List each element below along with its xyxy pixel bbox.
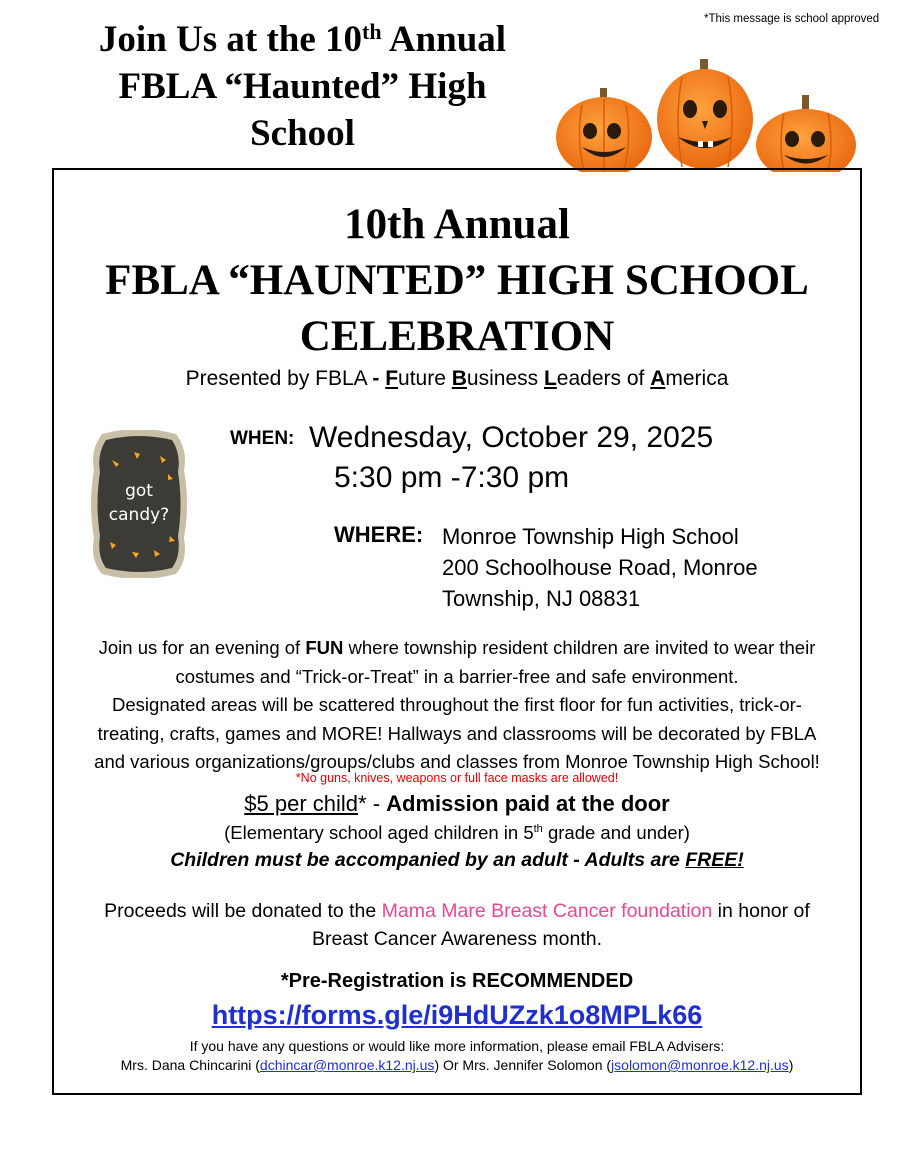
address-line2: 200 Schoolhouse Road, Monroe [442,555,758,580]
letter-f: F [385,367,399,390]
word-america: merica [665,367,729,390]
badge-line2: candy? [108,505,170,525]
address-line1: Monroe Township High School [442,524,739,549]
desc-line2: costumes and “Trick-or-Treat” in a barrier-free and safe environment. [175,665,739,687]
pumpkins-image [552,55,864,172]
email-chincarini-link[interactable]: dchincar@monroe.k12.nj.us [259,1057,435,1073]
email-solomon-link[interactable]: jsolomon@monroe.k12.nj.us [611,1057,789,1073]
header-line1-end: Annual [381,19,507,60]
adults-free: FREE! [685,849,744,871]
letter-b: B [451,367,467,390]
fun-emphasis: FUN [305,637,344,658]
adult-requirement: Children must be accompanied by an adult - Adults are FREE! [170,849,744,871]
event-description [52,634,862,777]
desc-line1: Join us for an evening of FUN where township resident children are invited to wear their [98,637,816,658]
letter-a: A [650,367,666,390]
header-line1: Join Us at the 10 [98,19,363,60]
badge-line1: got [125,481,153,501]
no-weapons-notice: *No guns, knives, weapons or full face masks are allowed! [295,771,619,785]
proceeds-note: Proceeds will be donated to the Mama Mare Breast Cancer foundation in honor of Breast Cancer Awareness month. [52,897,862,953]
registration-link-row [52,1000,862,1031]
main-title-line3: CELEBRATION [299,313,615,360]
contact-line2: Mrs. Dana Chincarini (dchincar@monroe.k12.nj.us) Or Mrs. Jennifer Solomon (jsolomon@monroe.k12.nj.us) [120,1057,794,1073]
word-business: usiness [466,367,544,390]
letter-l: L [543,367,557,390]
presented-by [52,367,862,391]
contact-line1: If you have any questions or would like more information, please email FBLA Advisers: [189,1038,725,1054]
pumpkin-middle-icon [657,59,753,169]
admission-note: Admission paid at the door [386,791,670,816]
where-address [442,521,758,614]
approved-note: *This message is school approved [704,13,880,25]
price-asterisk: * - [358,791,387,816]
main-title [52,197,862,365]
presented-dash: - [372,367,380,390]
when-label: WHEN: [230,428,295,449]
header-title [60,16,545,157]
address-line3: Township, NJ 08831 [442,586,641,611]
contact-info [52,1037,862,1075]
price-line [52,791,862,817]
preregistration-note: *Pre-Registration is RECOMMENDED [280,970,634,992]
pumpkin-right-icon [756,95,856,172]
main-title-line1: 10th Annual [344,201,570,248]
where-label: WHERE: [334,522,424,547]
registration-link[interactable]: https://forms.gle/i9HdUZzk1o8MPLk66 [211,1000,703,1030]
desc-line5: and various organizations/groups/clubs and classes from Monroe Township High School! [94,751,820,772]
pumpkin-left-icon [556,88,652,172]
word-future: uture [398,367,452,390]
word-leaders: eaders of [556,367,651,390]
grade-note: (Elementary school aged children in 5th grade and under) [224,822,690,843]
header-line2: FBLA “Haunted” High [118,66,487,107]
desc-line3: Designated areas will be scattered throughout the first floor for fun activities, trick-or- [112,694,802,715]
price-per-child: $5 per child [244,791,359,816]
proceeds-line2: Breast Cancer Awareness month. [311,928,603,950]
header-sup: th [362,19,382,44]
presented-prefix: Presented by FBLA [185,367,373,390]
when-time: 5:30 pm -7:30 pm [334,461,570,494]
desc-line4: treating, crafts, games and MORE! Hallways and classrooms will be decorated by FBLA [97,722,817,744]
got-candy-badge [90,430,188,578]
main-title-line2: FBLA “HAUNTED” HIGH SCHOOL [105,257,809,304]
foundation-name: Mama Mare Breast Cancer foundation [381,900,713,922]
when-date: Wednesday, October 29, 2025 [309,421,714,454]
header-line3: School [250,113,355,154]
